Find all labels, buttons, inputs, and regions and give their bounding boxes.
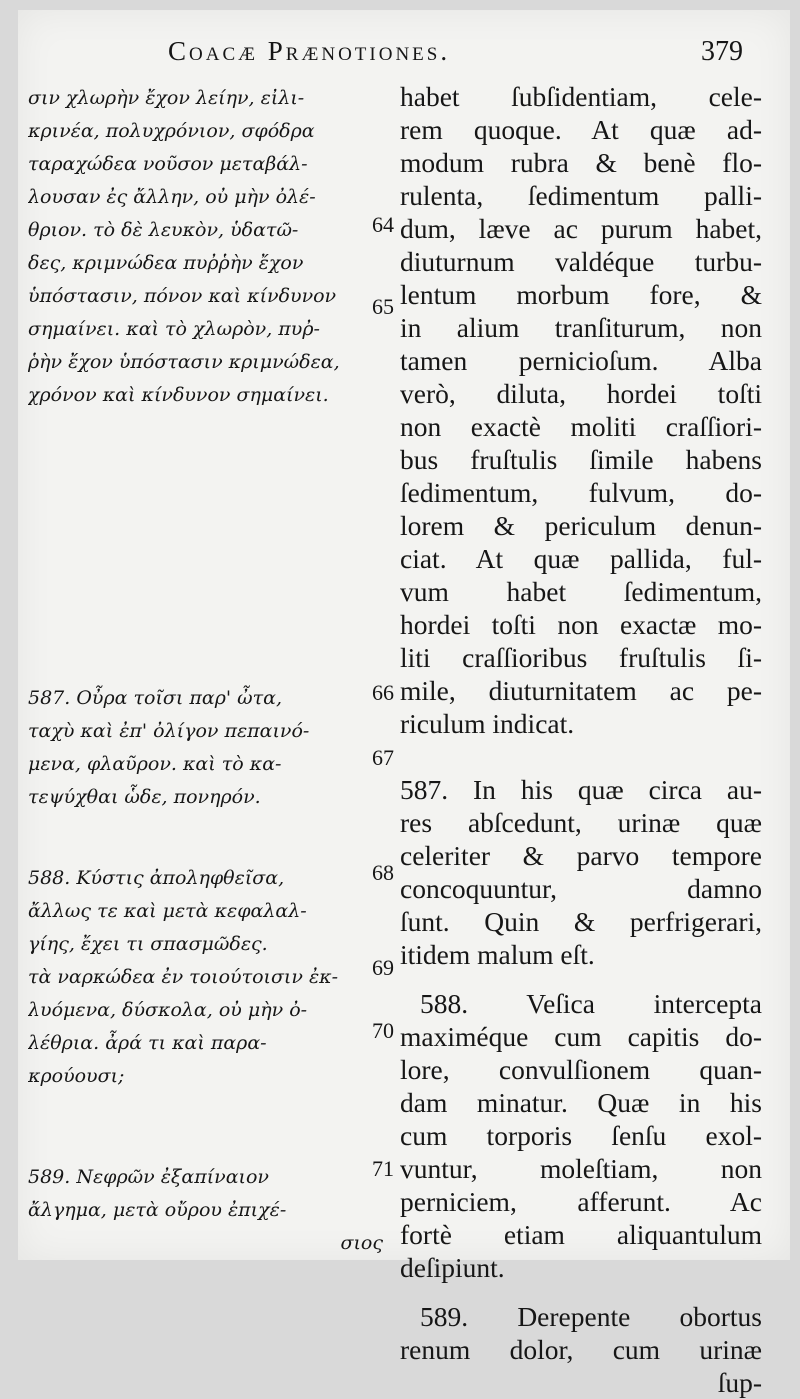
margin-number: 69 — [372, 955, 394, 980]
latin-line: concoquuntur, damno — [400, 873, 762, 904]
latin-line: modum rubra & benè flo- — [400, 147, 762, 178]
greek-paragraph-589 — [28, 1161, 383, 1260]
latin-line: rem quoque. At quæ ad- — [400, 114, 762, 145]
latin-line: mile, diuturnitatem ac pe- — [400, 675, 762, 706]
greek-column — [28, 82, 383, 1260]
latin-line: lore, convulſionem quan- — [400, 1054, 762, 1085]
greek-line: 587. Οὖρα τοῖσι παρ' ὦτα, — [28, 687, 282, 709]
margin-number: 71 — [372, 1156, 394, 1181]
latin-line: fortè etiam aliquantulum — [400, 1219, 762, 1250]
greek-paragraph-588 — [28, 862, 383, 1093]
greek-line: ὑπόστασιν, πόνον καὶ κίνδυνον — [28, 285, 337, 307]
latin-line: 588. Veſica intercepta — [420, 988, 762, 1019]
latin-line: ſup- — [717, 1367, 762, 1398]
greek-line: 588. Κύστις ἀποληφθεῖσα, — [28, 867, 285, 889]
margin-number: 67 — [372, 745, 394, 770]
greek-line: σιος — [340, 1232, 383, 1254]
greek-line: σιν χλωρὴν ἔχον λείην, εἰλι- — [28, 87, 305, 109]
greek-line: ἄλγημα, μετὰ οὔρου ἐπιχέ- — [28, 1199, 287, 1221]
latin-line: lorem & periculum denun- — [400, 510, 762, 541]
latin-line: celeriter & parvo tempore — [400, 840, 762, 871]
latin-line: ciat. At quæ pallida, ful- — [400, 543, 762, 574]
greek-line: λυόμενα, δύσκολα, οὐ μὴν ὀ- — [28, 999, 308, 1021]
latin-line: perniciem, afferunt. Ac — [400, 1186, 762, 1217]
latin-line: habet ſubſidentiam, cele- — [400, 81, 762, 112]
greek-line: τεψύχθαι ὧδε, πονηρόν. — [28, 786, 261, 808]
greek-line: κρούουσι; — [28, 1065, 125, 1087]
latin-paragraph-587 — [400, 773, 762, 971]
latin-line: diuturnum valdéque turbu- — [400, 246, 762, 277]
latin-line: hordei toſti non exactæ mo- — [400, 609, 762, 640]
greek-line: 589. Νεφρῶν ἐξαπίναιον — [28, 1166, 269, 1188]
latin-paragraph-589 — [400, 1300, 762, 1399]
margin-number: 66 — [372, 680, 394, 705]
page-header — [168, 36, 743, 76]
latin-line: itidem malum eſt. — [400, 939, 595, 970]
book-page — [18, 10, 790, 1398]
margin-number: 64 — [372, 212, 394, 237]
latin-line: non exactè moliti craſſiori- — [400, 411, 762, 442]
latin-line: rulenta, ſedimentum palli- — [400, 180, 762, 211]
margin-number: 70 — [372, 1018, 394, 1043]
latin-paragraph-continued — [400, 80, 762, 740]
latin-line: res abſcedunt, urinæ quæ — [400, 807, 762, 838]
latin-line: ſedimentum, fulvum, do- — [400, 477, 762, 508]
running-title: Coacæ Prænotiones. — [168, 36, 451, 66]
greek-line: ῥὴν ἔχον ὑπόστασιν κριμνώδεα, — [28, 351, 340, 373]
latin-line: 587. In his quæ circa au- — [400, 774, 762, 805]
greek-line: μενα, φλαῦρον. καὶ τὸ κα- — [28, 753, 282, 775]
greek-line: λουσαν ἐς ἄλλην, οὐ μὴν ὀλέ- — [28, 186, 316, 208]
greek-line: δες, κριμνώδεα πυῤῥὴν ἔχον — [28, 252, 304, 274]
greek-line: κρινέα, πολυχρόνιον, σφόδρα — [28, 120, 315, 142]
greek-line: χρόνον καὶ κίνδυνον σημαίνει. — [28, 384, 329, 406]
greek-paragraph-587 — [28, 682, 383, 814]
greek-line: γίης, ἔχει τι σπασμῶδες. — [28, 933, 268, 955]
margin-number: 68 — [372, 860, 394, 885]
latin-line: dam minatur. Quæ in his — [400, 1087, 762, 1118]
greek-paragraph-continued — [28, 82, 383, 412]
greek-line: ἄλλως τε καὶ μετὰ κεφαλαλ- — [28, 900, 307, 922]
greek-line: λέθρια. ἆρά τι καὶ παρα- — [28, 1032, 267, 1054]
latin-line: bus fruſtulis ſimile habens — [400, 444, 762, 475]
latin-line: in alium tranſiturum, non — [400, 312, 762, 343]
latin-line: lentum morbum fore, & — [400, 279, 762, 310]
greek-line: τὰ ναρκώδεα ἐν τοιούτοισιν ἐκ- — [28, 966, 339, 988]
latin-paragraph-588 — [400, 987, 762, 1284]
greek-line: ταραχώδεα νοῦσον μεταβάλ- — [28, 153, 308, 175]
latin-line: dum, læve ac purum habet, — [400, 213, 762, 244]
latin-line: maximéque cum capitis do- — [400, 1021, 762, 1052]
latin-line: ſunt. Quin & perfrigerari, — [400, 906, 762, 937]
latin-line: renum dolor, cum urinæ — [400, 1334, 762, 1365]
latin-line: vuntur, moleſtiam, non — [400, 1153, 762, 1184]
greek-line: σημαίνει. καὶ τὸ χλωρὸν, πυῤ- — [28, 318, 320, 340]
latin-line: cum torporis ſenſu exol- — [400, 1120, 762, 1151]
latin-line: deſipiunt. — [400, 1252, 505, 1283]
page-number: 379 — [701, 36, 743, 67]
latin-line: liti craſſioribus fruſtulis ſi- — [400, 642, 762, 673]
latin-line: tamen pernicioſum. Alba — [400, 345, 762, 376]
latin-line: vum habet ſedimentum, — [400, 576, 762, 607]
latin-line: verò, diluta, hordei toſti — [400, 378, 762, 409]
greek-line: ταχὺ καὶ ἐπ' ὀλίγον πεπαινό- — [28, 720, 310, 742]
latin-line: riculum indicat. — [400, 708, 575, 739]
greek-line: θριον. τὸ δὲ λευκὸν, ὑδατῶ- — [28, 219, 299, 241]
margin-number: 65 — [372, 294, 394, 319]
latin-column — [400, 80, 762, 1399]
latin-line: 589. Derepente obortus — [420, 1301, 762, 1332]
